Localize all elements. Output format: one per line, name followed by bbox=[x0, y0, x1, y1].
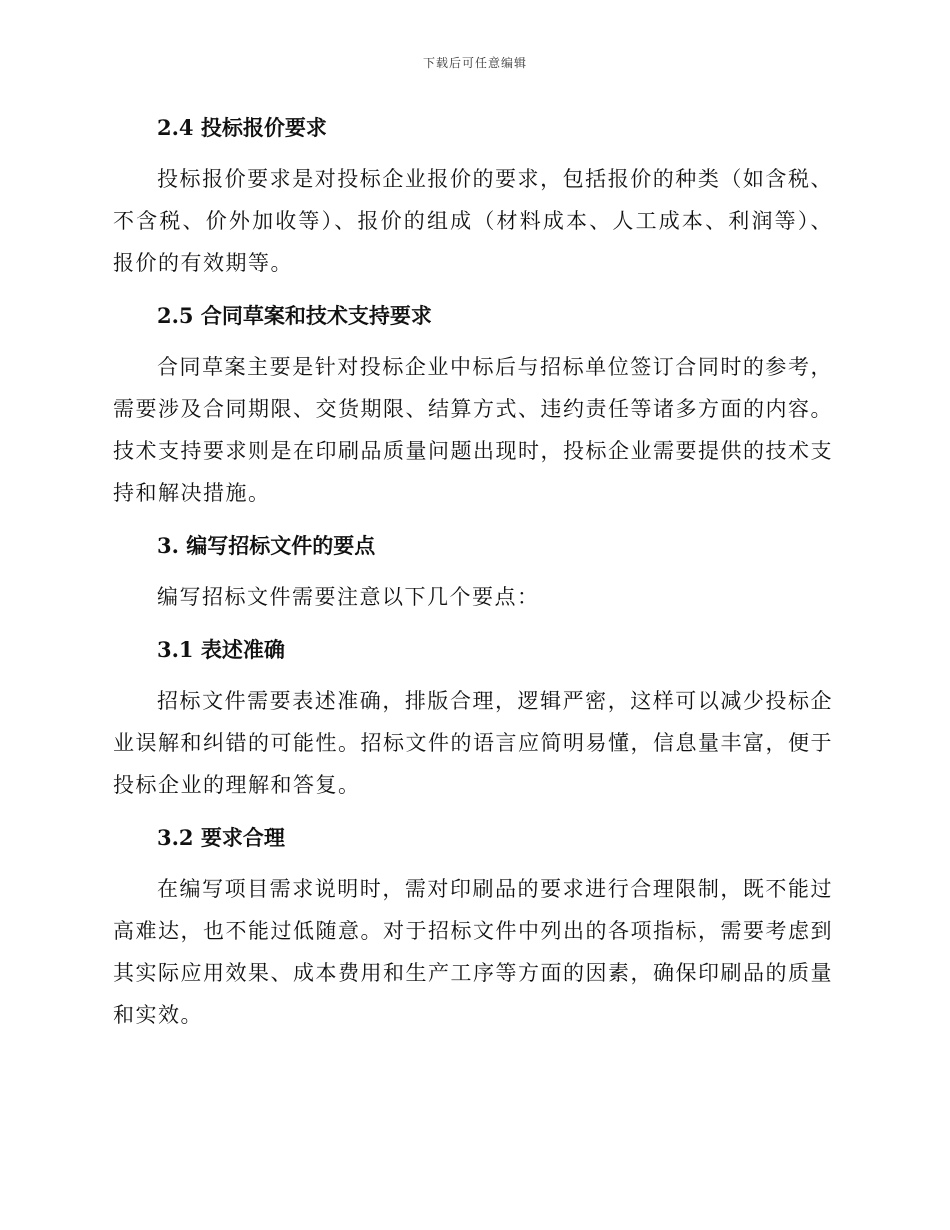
spacer bbox=[113, 670, 833, 680]
section-paragraph-2-5: 合同草案主要是针对投标企业中标后与招标单位签订合同时的参考，需要涉及合同期限、交货期限、结算方式、违约责任等诸多方面的内容。技术支持要求则是在印刷品质量问题出现时，投标企业需要提供的技术支持和解决措施。 bbox=[113, 355, 833, 505]
spacer bbox=[113, 284, 833, 296]
header-note: 下载后可任意编辑 bbox=[422, 56, 527, 70]
section-heading-2-5: 2.5 合同草案和技术支持要求 bbox=[157, 303, 432, 328]
spacer bbox=[113, 566, 833, 576]
section-heading-3: 3. 编写招标文件的要点 bbox=[157, 533, 376, 558]
spacer bbox=[113, 336, 833, 346]
spacer bbox=[113, 618, 833, 630]
section-paragraph-2-4: 投标报价要求是对投标企业报价的要求，包括报价的种类（如含税、不含税、价外加收等）、报价的组成（材料成本、人工成本、利润等）、报价的有效期等。 bbox=[113, 167, 833, 275]
document-body bbox=[113, 108, 833, 1036]
section-paragraph-3-1: 招标文件需要表述准确，排版合理，逻辑严密，这样可以减少投标企业误解和纠错的可能性。招标文件的语言应简明易懂，信息量丰富，便于投标企业的理解和答复。 bbox=[113, 689, 833, 797]
section-heading-2-4: 2.4 投标报价要求 bbox=[157, 115, 327, 140]
section-paragraph-3-2: 在编写项目需求说明时，需对印刷品的要求进行合理限制，既不能过高难达，也不能过低随意。对于招标文件中列出的各项指标，需要考虑到其实际应用效果、成本费用和生产工序等方面的因素，确保印刷品的质量和实效。 bbox=[113, 877, 833, 1027]
section-paragraph-3: 编写招标文件需要注意以下几个要点： bbox=[157, 585, 540, 609]
spacer bbox=[113, 148, 833, 158]
section-heading-3-2: 3.2 要求合理 bbox=[157, 825, 285, 850]
section-heading-3-1: 3.1 表述准确 bbox=[157, 637, 285, 662]
spacer bbox=[113, 806, 833, 818]
spacer bbox=[113, 858, 833, 868]
spacer bbox=[113, 514, 833, 526]
